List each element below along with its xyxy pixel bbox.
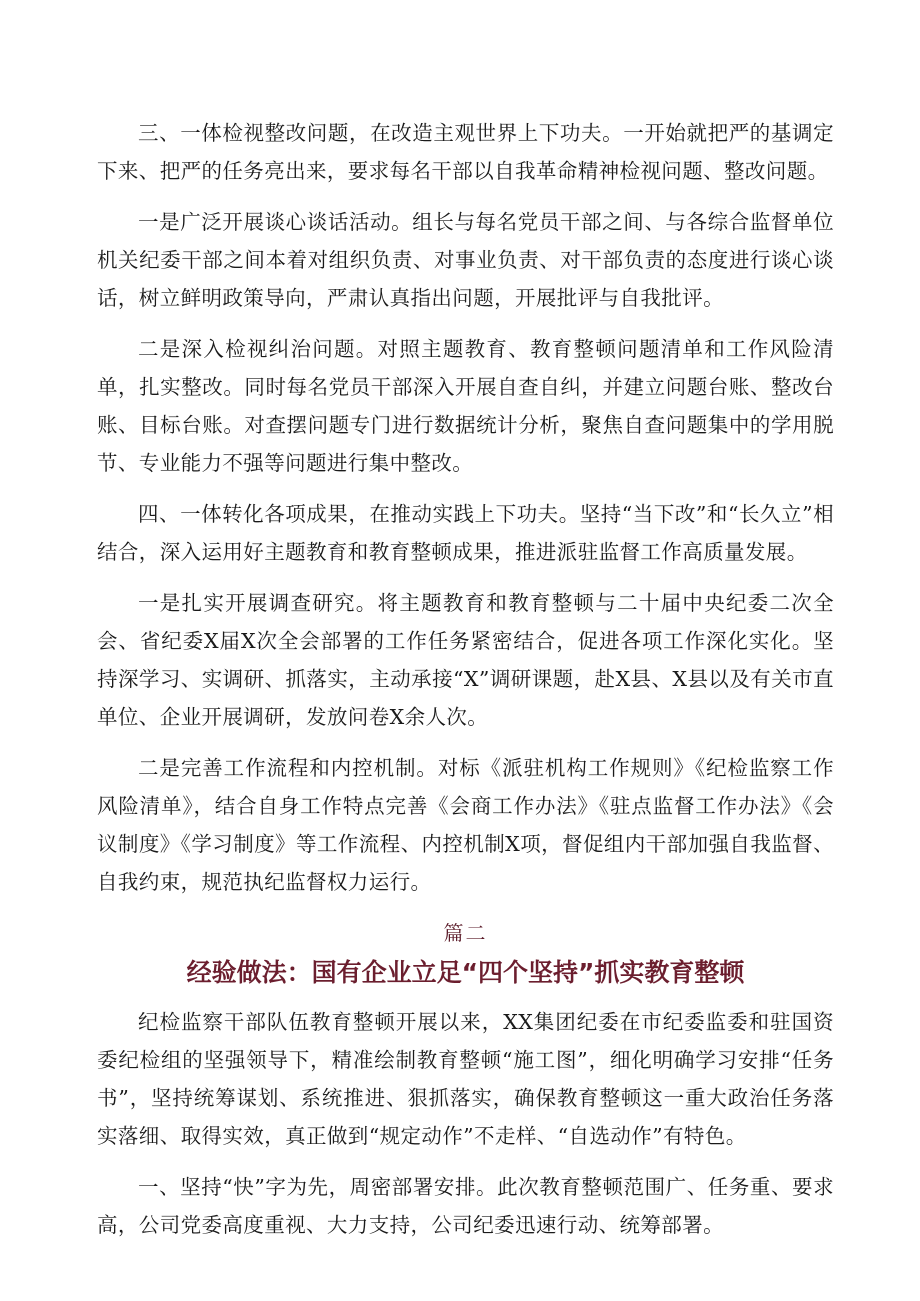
paragraph-talk-activities: 一是广泛开展谈心谈话活动。组长与每名党员干部之间、与各综合监督单位机关纪委干部之间本着对组织负责、对事业负责、对干部负责的态度进行谈心谈话，树立鲜明政策导向，严肃认真指出问题，开展批评与自我批评。 (97, 210, 834, 310)
paragraph-inspect-problems: 二是深入检视纠治问题。对照主题教育、教育整顿问题清单和工作风险清单，扎实整改。同时每名党员干部深入开展自查自纠，并建立问题台账、整改台账、目标台账。对查摆问题专门进行数据统计分析，聚焦自查问题集中的学用脱节、专业能力不强等问题进行集中整改。 (97, 337, 834, 475)
article-title: 经验做法：国有企业立足“四个坚持”抓实教育整顿 (186, 958, 745, 987)
paragraph-intro: 纪检监察干部队伍教育整顿开展以来，XX集团纪委在市纪委监委和驻国资委纪检组的坚强领导下，精准绘制教育整顿“施工图”，细化明确学习安排“任务书”，坚持统筹谋划、系统推进、狠抓落实，确保教育整顿这一重大政治任务落实落细、取得实效，真正做到“规定动作”不走样、“自选动作”有特色。 (97, 1010, 834, 1148)
paragraph-research: 一是扎实开展调查研究。将主题教育和教育整顿与二十届中央纪委二次全会、省纪委X届X次全会部署的工作任务紧密结合，促进各项工作深化实化。坚持深学习、实调研、抓落实，主动承接“X”调研课题，赴X县、X县以及有关市直单位、企业开展调研，发放问卷X余人次。 (97, 591, 834, 729)
section-label: 篇二 (443, 921, 488, 945)
paragraph-section-three: 三、一体检视整改问题，在改造主观世界上下功夫。一开始就把严的基调定下来、把严的任务亮出来，要求每名干部以自我革命精神检视问题、整改问题。 (97, 121, 834, 183)
paragraph-workflow: 二是完善工作流程和内控机制。对标《派驻机构工作规则》《纪检监察工作风险清单》，结合自身工作特点完善《会商工作办法》《驻点监督工作办法》《会议制度》《学习制度》等工作流程、内控机制X项，督促组内干部加强自我监督、自我约束，规范执纪监督权力运行。 (97, 756, 834, 894)
paragraph-point-one: 一、坚持“快”字为先，周密部署安排。此次教育整顿范围广、任务重、要求高，公司党委高度重视、大力支持，公司纪委迅速行动、统筹部署。 (97, 1175, 834, 1237)
paragraph-section-four: 四、一体转化各项成果，在推动实践上下功夫。坚持“当下改”和“长久立”相结合，深入运用好主题教育和教育整顿成果，推进派驻监督工作高质量发展。 (97, 502, 834, 564)
